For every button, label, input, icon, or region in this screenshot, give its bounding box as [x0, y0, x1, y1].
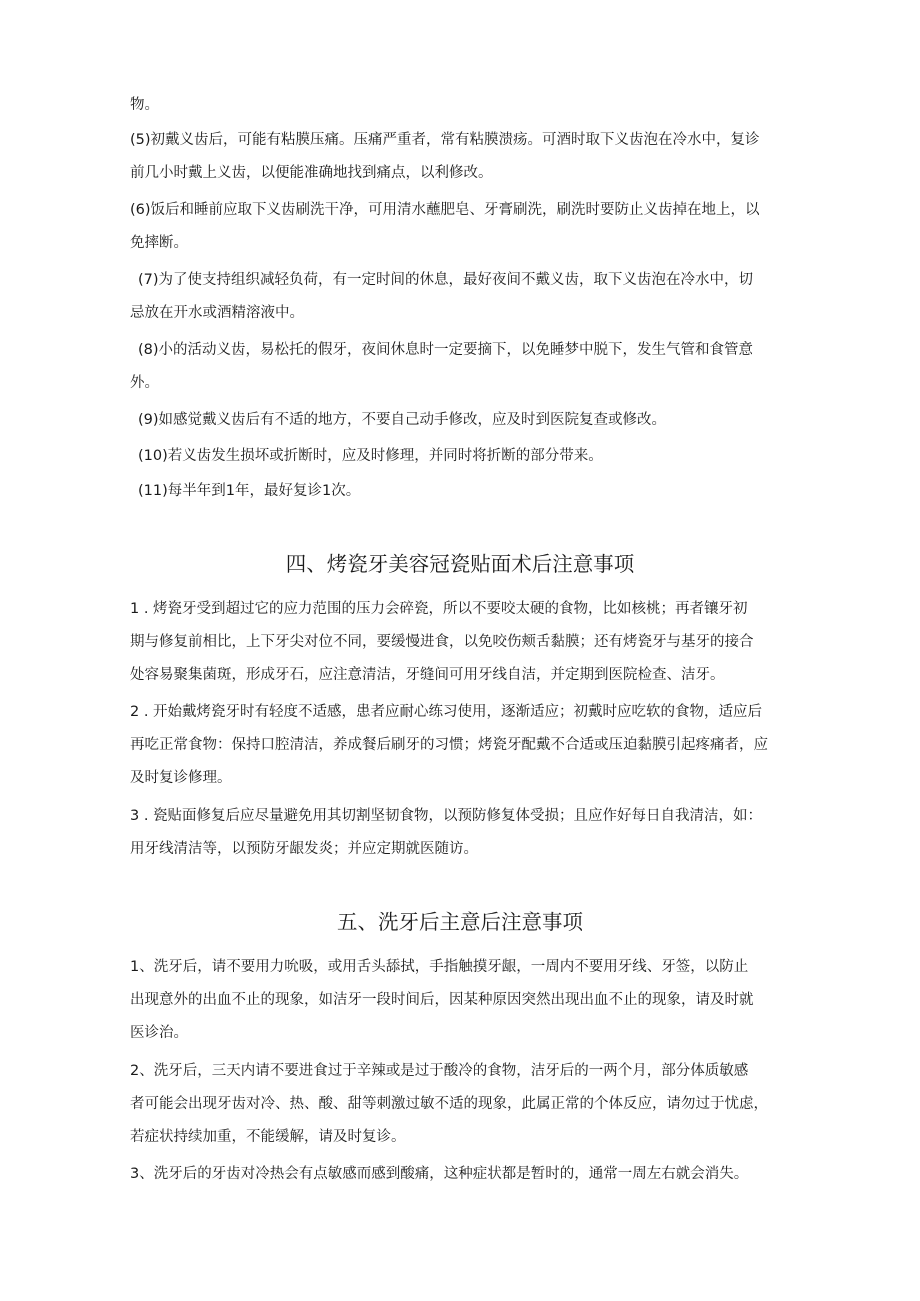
text-line: 1、洗牙后，请不要用力吮吸，或用舌头舔拭，手指触摸牙龈，一周内不要用牙线、牙签，以防止: [130, 959, 749, 975]
text-line: (6)饭后和睡前应取下义齿刷洗干净，可用清水蘸肥皂、牙膏刷洗，刷洗时要防止义齿掉在地上，以: [130, 202, 760, 218]
text-line: 处容易聚集菌斑，形成牙石，应注意清洁，牙缝间可用牙线自洁，并定期到医院检查、洁牙。: [130, 667, 725, 683]
text-line: (10)若义齿发生损坏或折断时，应及时修理，并同时将折断的部分带来。: [138, 448, 603, 464]
text-line: (7)为了使支持组织减轻负荷，有一定时间的休息，最好夜间不戴义齿，取下义齿泡在冷水中，切: [138, 272, 754, 288]
text-line: 及时复诊修理。: [130, 770, 232, 786]
text-line: 医诊治。: [130, 1025, 188, 1041]
section4-item-3: [130, 800, 792, 866]
text-line: 前几小时戴上义齿，以便能准确地找到痛点，以利修改。: [130, 165, 493, 181]
text-line: 3、洗牙后的牙齿对冷热会有点敏感而感到酸痛，这种症状都是暂时的，通常一周左右就会消失。: [130, 1166, 749, 1182]
section4-item-2: [130, 696, 792, 795]
list-item-11: [138, 475, 792, 508]
text-line: 期与修复前相比，上下牙尖对位不同，要缓慢进食，以免咬伤颊舌黏膜；还有烤瓷牙与基牙的接合: [130, 634, 754, 650]
text-line: (11)每半年到1年，最好复诊1次。: [138, 483, 361, 499]
list-item-5: [130, 124, 792, 190]
list-item-8: [130, 334, 792, 400]
text-line: (8)小的活动义齿，易松托的假牙，夜间休息时一定要摘下，以免睡梦中脱下，发生气管和食管意: [138, 342, 754, 358]
text-line: (9)如感觉戴义齿后有不适的地方，不要自己动手修改，应及时到医院复查或修改。: [138, 412, 667, 428]
text-line: (5)初戴义齿后，可能有粘膜压痛。压痛严重者，常有粘膜溃疡。可酒时取下义齿泡在冷水中，复诊: [130, 132, 760, 148]
text-line: 用牙线清洁等，以预防牙龈发炎；并应定期就医随访。: [130, 841, 478, 857]
paragraph-intro-tail: [130, 89, 792, 122]
list-item-9: [138, 404, 792, 437]
text-line: 1 . 烤瓷牙受到超过它的应力范围的压力会碎瓷，所以不要咬太硬的食物，比如核桃；再者镶牙初: [130, 601, 748, 617]
text-line: 3 . 瓷贴面修复后应尽量避免用其切割坚韧食物，以预防修复体受损；且应作好每日自我清洁，如：: [130, 808, 763, 824]
text-line: 忌放在开水或酒精溶液中。: [130, 305, 304, 321]
text-line: 2 . 开始戴烤瓷牙时有轻度不适感，患者应耐心练习使用，逐渐适应；初戴时应吃软的食物，适应后: [130, 704, 763, 720]
text-line: 免摔断。: [130, 235, 188, 251]
text-line: 者可能会出现牙齿对冷、热、酸、甜等刺激过敏不适的现象，此属正常的个体反应，请勿过于忧虑，: [130, 1096, 768, 1112]
text-line: 外。: [130, 375, 159, 391]
section5-item-3: [130, 1158, 792, 1191]
text-line: 2、洗牙后，三天内请不要进食过于辛辣或是过于酸冷的食物，洁牙后的一两个月，部分体质敏感: [130, 1063, 749, 1079]
text-line: 出现意外的出血不止的现象，如洁牙一段时间后，因某种原因突然出现出血不止的现象，请及时就: [130, 992, 754, 1008]
section-heading-5: 五、洗牙后主意后注意事项: [337, 910, 583, 934]
section-heading-4: 四、烤瓷牙美容冠瓷贴面术后注意事项: [285, 552, 635, 576]
list-item-10: [138, 440, 792, 473]
section5-item-1: [130, 951, 792, 1050]
section4-item-1: [130, 593, 792, 692]
text-line: 物。: [130, 97, 159, 113]
text-line: 再吃正常食物：保持口腔清洁，养成餐后刷牙的习惯；烤瓷牙配戴不合适或压迫黏膜引起疼痛者，应: [130, 737, 768, 753]
list-item-6: [130, 194, 792, 260]
section5-item-2: [130, 1055, 792, 1154]
list-item-7: [130, 264, 792, 330]
text-line: 若症状持续加重，不能缓解，请及时复诊。: [130, 1129, 406, 1145]
